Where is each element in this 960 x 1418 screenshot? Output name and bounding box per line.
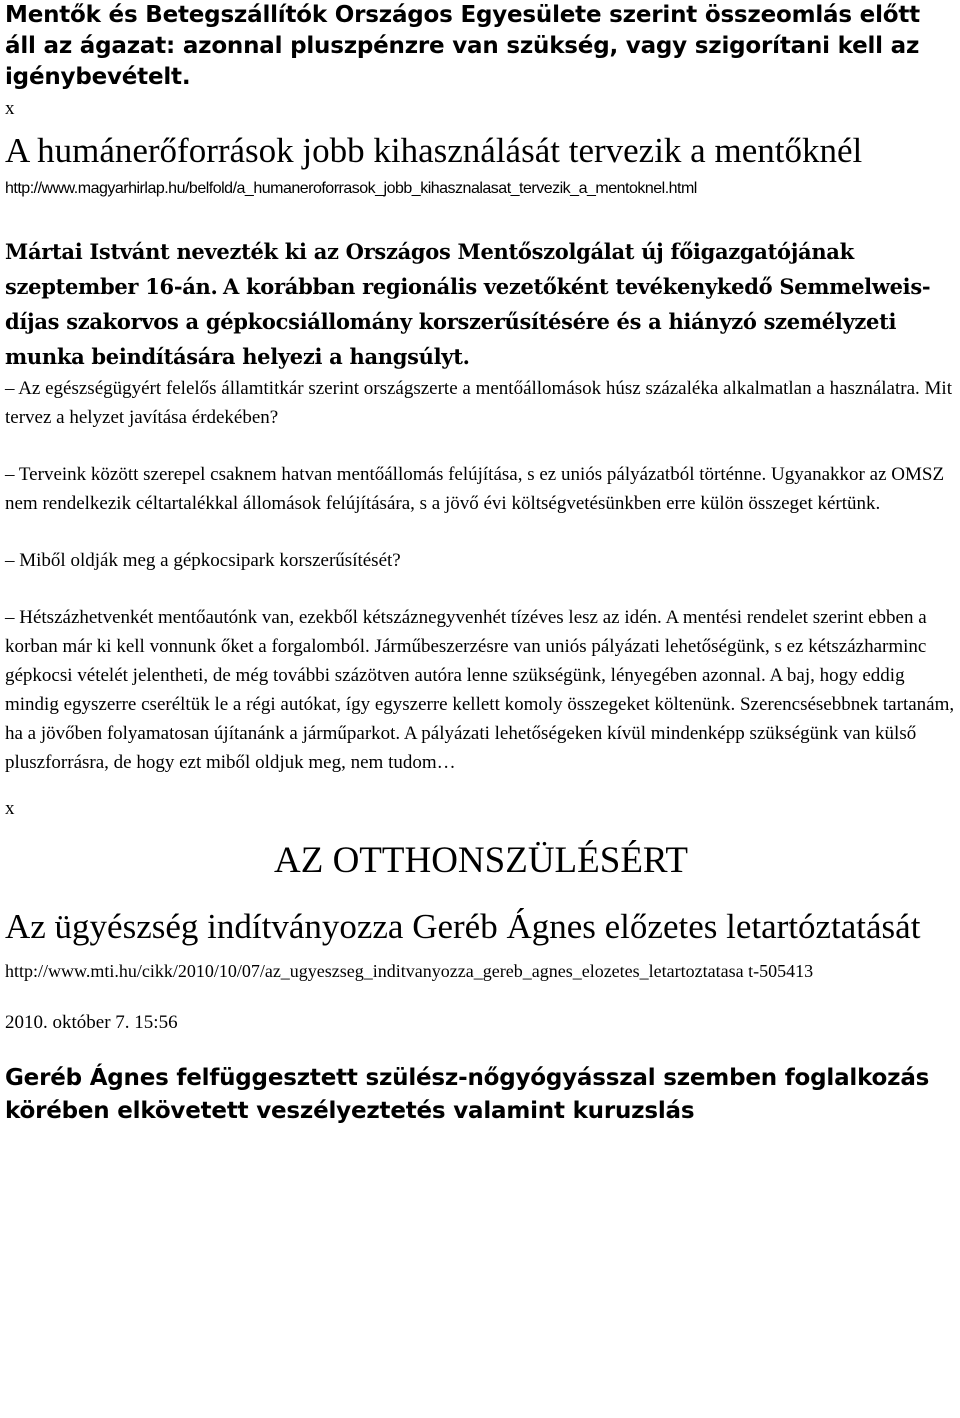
paragraph-gap [5, 432, 957, 460]
article-url[interactable]: http://www.magyarhirlap.hu/belfold/a_humaneroforrasok_jobb_kihasznalasat_tervezik_a_mentoknel.html [5, 180, 697, 197]
article-lead [5, 234, 957, 374]
lead-sentence-1: Mártai Istvánt nevezték ki az Országos Mentőszolgálat új főigazgatójának szeptember 16-án. [5, 239, 854, 299]
interview-question: – Az egészségügyért felelős államtitkár szerint országszerte a mentőállomások húsz százaléka alkalmatlan a használatra. Mit tervez a helyzet javítása érdekében? [5, 378, 952, 428]
article-url[interactable]: http://www.mti.hu/cikk/2010/10/07/az_ugyeszseg_inditvanyozza_gereb_agnes_elozetes_letartoztatasa t-505413 [5, 961, 814, 981]
separator-x: x [5, 798, 15, 819]
article-title: A humánerőforrások jobb kihasználását tervezik a mentőknél [5, 131, 863, 170]
interview-question: – Miből oldják meg a gépkocsipark korszerűsítését? [5, 550, 401, 571]
article-lead: Geréb Ágnes felfüggesztett szülész-nőgyógyásszal szemben foglalkozás körében elkövetett veszélyeztetés valamint kuruzslás [5, 1065, 930, 1124]
separator-x: x [5, 98, 15, 119]
article-title: Az ügyészség indítványozza Geréb Ágnes előzetes letartóztatását [5, 907, 921, 946]
paragraph-gap [5, 575, 957, 603]
top-headline: Mentők és Betegszállítók Országos Egyesülete szerint összeomlás előtt áll az ágazat: azonnal pluszpénzre van szükség, vagy szigorítani kell az igénybevételt. [5, 2, 920, 90]
lead-sentence-2: A korábban regionális vezetőként tevékenykedő Semmelweis-díjas szakorvos a gépkocsiállomány korszerűsítésére és a hiányzó személyzeti munka beindítására helyezi a hangsúlyt. [5, 274, 931, 369]
article-date: 2010. október 7. 15:56 [5, 1012, 178, 1033]
paragraph-gap [5, 518, 957, 546]
section-title: AZ OTTHONSZÜLÉSÉRT [274, 840, 688, 881]
interview-answer: – Hétszázhetvenkét mentőautónk van, ezekből kétszáznegyvenhét tízéves lesz az idén. A mentési rendelet szerint ebben a korban már ki kell vonnunk őket a forgalomból. Járműbeszerzésre van uniós pályázati lehetőségünk, s ez kétszázharminc gépkocsi vételét jelentheti, de még további százötven autóra lenne szükségünk, lényegében azonnal. A baj, hogy eddig mindig egyszerre cseréltük le a régi autókat, így egyszerre kellett komoly összegeket költenünk. Szerencsésebbnek tartanám, ha a jövőben folyamatosan újítanánk a járműparkot. A pályázati lehetőségeken kívül mindenképp szükségünk van külső pluszforrásra, de hogy ezt miből oldjuk meg, nem tudom… [5, 607, 955, 773]
document-page [5, 0, 957, 1128]
interview-answer: – Terveink között szerepel csaknem hatvan mentőállomás felújítása, s ez uniós pályázatból történne. Ugyanakkor az OMSZ nem rendelkezik céltartalékkal állomások felújítására, s a jövő évi költségvetésünkben erre külön összeget kértünk. [5, 464, 945, 514]
